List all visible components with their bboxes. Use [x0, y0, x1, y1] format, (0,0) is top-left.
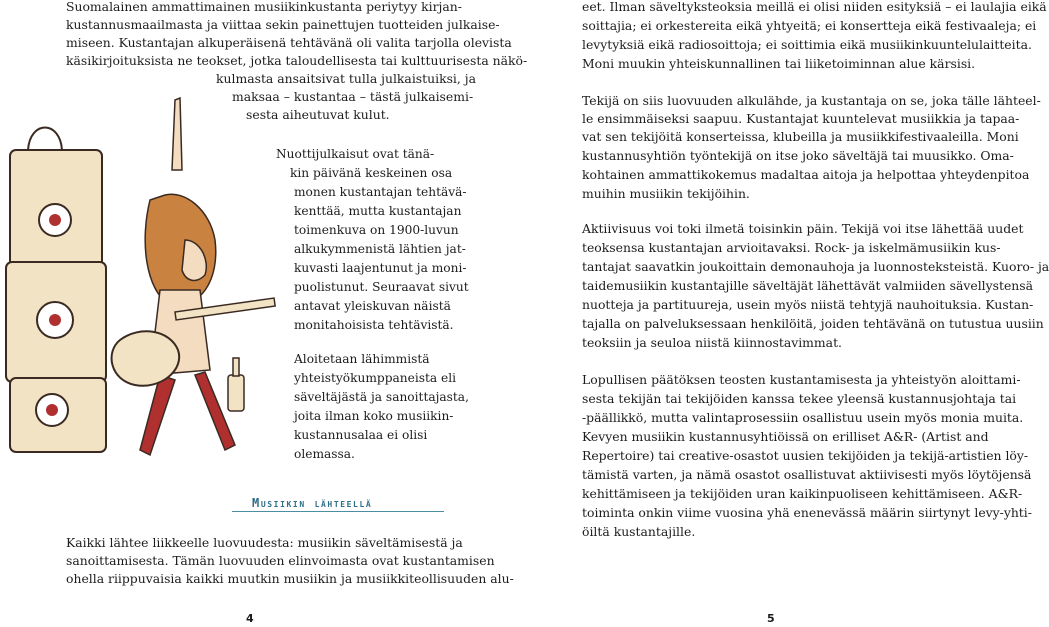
text-line: Kaikki lähtee liikkeelle luovuudesta: musiikin säveltämisestä ja	[66, 535, 463, 550]
text-line: toimenkuva on 1900-luvun	[294, 223, 459, 237]
text-line: sanoittamisesta. Tämän luovuuden elinvoimasta ovat kustantamisen	[66, 553, 495, 568]
text-line: kohtainen ammattikokemus madaltaa aitoja ja helpottaa yhteydenpitoa	[582, 167, 1030, 182]
text-line: le ensimmäiseksi saapuu. Kustantajat kuuntelevat musiikkia ja tapaa-	[582, 111, 1020, 126]
text-line: öiltä kustantajille.	[582, 524, 696, 539]
text-line: kenttää, mutta kustantajan	[294, 204, 462, 218]
right-page	[480, 0, 1049, 627]
text-line: Nuottijulkaisut ovat tänä-	[276, 147, 435, 161]
text-line: levytyksiä eikä radiosoittoja; ei soittimia eikä musiikinkuuntelulaitteita.	[582, 37, 1032, 52]
text-line: tämistä varten, ja nämä osastot osallistuvat aktiivisesti myös löytöjensä	[582, 467, 1032, 482]
text-line: Kevyen musiikin kustannusyhtiöissä on erilliset A&R- (Artist and	[582, 429, 989, 444]
text-line: Lopullisen päätöksen teosten kustantamisesta ja yhteistyön aloittami-	[582, 372, 1021, 387]
text-line: taidemusiikin kustantajille säveltäjät lähettävät valmiiden sävellystensä	[582, 278, 1034, 293]
text-line: puolistunut. Seuraavat sivut	[294, 280, 469, 294]
text-line: kustannusmaailmasta ja viittaa sekin painettujen tuotteiden julkaise-	[66, 17, 500, 32]
text-line: miseen. Kustantajan alkuperäisenä tehtävänä oli valita tarjolla olevista	[66, 35, 512, 50]
text-line: tajalla on palveluksessaan henkilöitä, joiden tehtävänä on tutustua uusiin	[582, 316, 1044, 331]
text-line: muihin musiikin tekijöihin.	[582, 186, 750, 201]
text-line: Aloitetaan lähimmistä	[294, 352, 430, 366]
text-line: kin päivänä keskeinen osa	[290, 166, 453, 180]
text-line: soittajia; ei orkestereita eikä yhtyeitä; ei konsertteja eikä festivaaleja; ei	[582, 18, 1037, 33]
text-line: yhteistyökumppaneista eli	[294, 371, 457, 385]
text-line: ohella riippuvaisia kaikki muutkin musiikin ja musiikkiteollisuuden alu-	[66, 571, 514, 586]
text-line: toiminta onkin viime vuosina yhä enenevässä määrin siirtynyt levy-yhti-	[582, 505, 1032, 520]
safe-drawing	[6, 128, 106, 453]
text-line: olemassa.	[294, 447, 355, 461]
guitarist-illustration	[0, 90, 290, 490]
text-line: joita ilman koko musiikin-	[294, 409, 454, 423]
text-line: käsikirjoituksista ne teokset, jotka taloudellisesta tai kulttuurisesta näkö-	[66, 53, 528, 68]
text-line: monitahoisista tehtävistä.	[294, 318, 454, 332]
text-line: -päällikkö, mutta valintaprosessiin osallistuu usein myös monia muita.	[582, 410, 1024, 425]
text-line: alkukymmenistä lähtien jat-	[294, 242, 466, 256]
text-line: kulmasta ansaitsivat tulla julkaistuiksi, ja	[216, 71, 477, 86]
text-line: vat sen tekijöitä konserteissa, klubeilla ja musiikkifestivaaleilla. Moni	[582, 129, 1019, 144]
text-line: kustannusyhtiön työntekijä on itse joko säveltäjä tai muusikko. Oma-	[582, 148, 1014, 163]
text-line: kustannusalaa ei olisi	[294, 428, 428, 442]
text-line: eet. Ilman säveltyksteoksia meillä ei olisi niiden esityksiä – ei laulajia eikä	[582, 0, 1047, 14]
text-line: sesta tekijän tai tekijöiden kanssa tekee yleensä kustannusjohtaja tai	[582, 391, 1017, 406]
text-line: kehittämiseen ja tekijöiden uran kaikinpuoliseen kehittämiseen. A&R-	[582, 486, 1023, 501]
page-number: 4	[246, 612, 254, 625]
text-line: säveltäjästä ja sanoittajasta,	[294, 390, 469, 404]
page-number: 5	[767, 612, 775, 625]
text-line: Suomalainen ammattimainen musiikinkustanta periytyy kirjan-	[66, 0, 462, 14]
text-line: sesta aiheutuvat kulut.	[246, 107, 390, 122]
text-line: maksaa – kustantaa – tästä julkaisemi-	[232, 89, 474, 104]
text-line: teoksiin ja seuloa niistä kiinnostavimmat.	[582, 335, 842, 350]
heading-rule	[232, 511, 444, 512]
section-heading: Musiikin lähteellä	[252, 496, 373, 510]
text-line: Moni muukin yhteiskunnallinen tai liiketoiminnan alue kärsisi.	[582, 56, 976, 71]
text-line: monen kustantajan tehtävä-	[294, 185, 467, 199]
text-line: Aktiivisuus voi toki ilmetä toisinkin päin. Tekijä voi itse lähettää uudet	[582, 221, 1024, 236]
text-line: antavat yleiskuvan näistä	[294, 299, 451, 313]
text-line: kuvasti laajentunut ja moni-	[294, 261, 467, 275]
text-line: Repertoire) tai creative-osastot uusien tekijöiden ja tekijä-artistien löy-	[582, 448, 1029, 463]
text-line: Tekijä on siis luovuuden alkulähde, ja kustantaja on se, joka tälle lähteel-	[582, 93, 1041, 108]
guitarist-figure	[112, 98, 276, 455]
text-line: teoksensa kustantajan arvioitavaksi. Rock- ja iskelmämusiikin kus-	[582, 240, 1001, 255]
text-line: tantajat saavatkin joukoittain demonauhoja ja luonnosteksteistä. Kuoro- ja	[582, 259, 1049, 274]
text-line: nuotteja ja partituureja, usein myös niistä tehtyjä nauhoituksia. Kustan-	[582, 297, 1034, 312]
